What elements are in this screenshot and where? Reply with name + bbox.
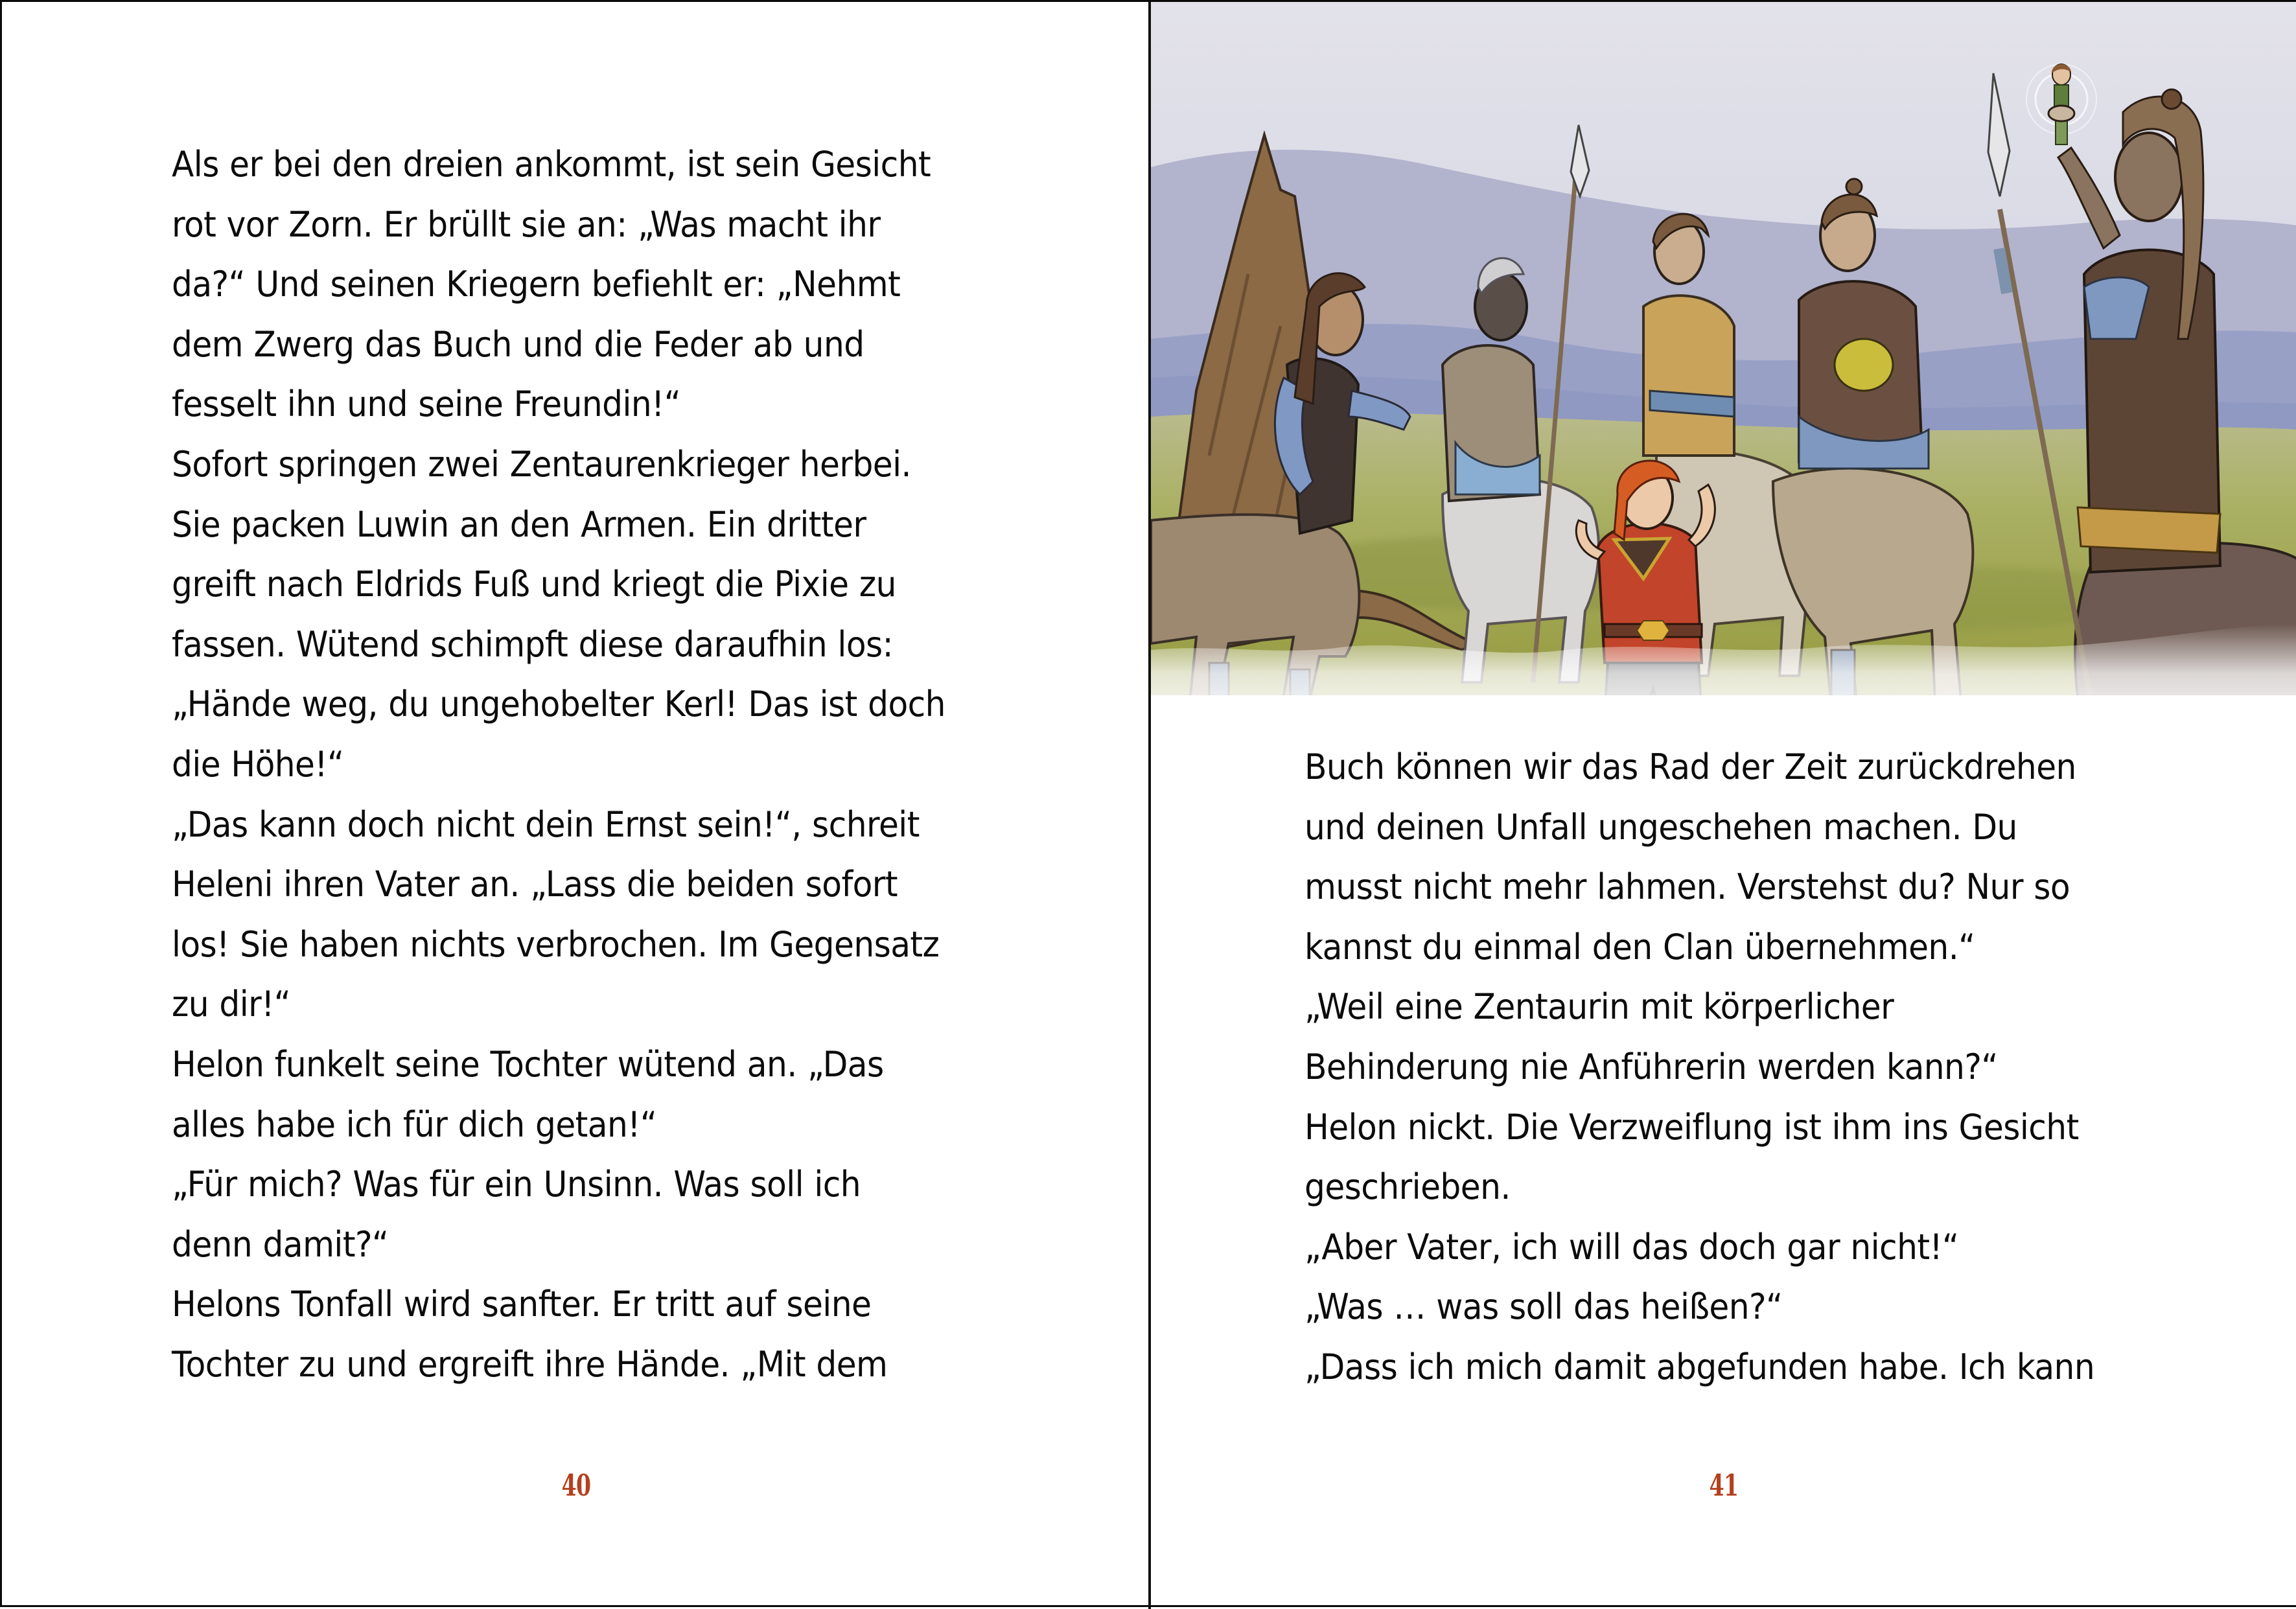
text-line: „Weil eine Zentaurin mit körperlicher — [1305, 986, 1894, 1028]
text-line: musst nicht mehr lahmen. Verstehst du? Nur so — [1305, 866, 2070, 908]
text-line: „Aber Vater, ich will das doch gar nicht!“ — [1305, 1226, 1959, 1268]
centaur-scene-illustration — [1151, 2, 2296, 734]
text-line: zu dir!“ — [172, 984, 291, 1025]
text-line: Helon funkelt seine Tochter wütend an. „Das — [172, 1043, 884, 1085]
left-page — [2, 2, 1148, 1607]
text-line: Sie packen Luwin an den Armen. Ein dritter — [172, 504, 866, 545]
text-line: Sofort springen zwei Zentaurenkrieger herbei. — [172, 443, 911, 485]
text-line: denn damit?“ — [172, 1223, 389, 1265]
text-line: Heleni ihren Vater an. „Lass die beiden sofort — [172, 864, 898, 905]
text-line: Helon nickt. Die Verzweiflung ist ihm ins Gesicht — [1305, 1106, 2079, 1148]
text-line: geschrieben. — [1305, 1166, 1511, 1208]
right-page-body-text — [1305, 737, 2094, 1398]
text-line: fesselt ihn und seine Freundin!“ — [172, 384, 681, 425]
text-line: dem Zwerg das Buch und die Feder ab und — [172, 323, 864, 365]
text-line: Buch können wir das Rad der Zeit zurückdrehen — [1305, 747, 2076, 787]
page-number-right: 41 — [1709, 1468, 1739, 1503]
text-line: rot vor Zorn. Er brüllt sie an: „Was macht ihr — [172, 203, 881, 245]
text-line: los! Sie haben nichts verbrochen. Im Gegensatz — [172, 923, 940, 965]
text-line: „Dass ich mich damit abgefunden habe. Ich kann — [1305, 1346, 2095, 1387]
text-line: kannst du einmal den Clan übernehmen.“ — [1305, 926, 1975, 967]
text-line: „Hände weg, du ungehobelter Kerl! Das ist doch — [172, 684, 945, 725]
text-line: „Das kann doch nicht dein Ernst sein!“, schreit — [172, 804, 920, 845]
text-line: Tochter zu und ergreift ihre Hände. „Mit dem — [172, 1343, 888, 1385]
text-line: Behinderung nie Anführerin werden kann?“ — [1305, 1046, 1998, 1087]
text-line: alles habe ich für dich getan!“ — [172, 1104, 657, 1145]
text-line: Helons Tonfall wird sanfter. Er tritt auf seine — [172, 1284, 872, 1325]
text-line: fassen. Wütend schimpft diese daraufhin los: — [172, 623, 893, 665]
text-line: „Was … was soll das heißen?“ — [1305, 1286, 1783, 1328]
text-line: Als er bei den dreien ankommt, ist sein Gesicht — [172, 144, 931, 185]
text-line: „Für mich? Was für ein Unsinn. Was soll ich — [172, 1164, 861, 1205]
text-line: da?“ Und seinen Kriegern befiehlt er: „Nehmt — [172, 264, 901, 305]
text-line: die Höhe!“ — [172, 743, 344, 785]
left-page-body-text — [172, 135, 945, 1395]
page-number-left: 40 — [561, 1468, 591, 1503]
text-line: greift nach Eldrids Fuß und kriegt die Pixie zu — [172, 564, 896, 605]
text-line: und deinen Unfall ungeschehen machen. Du — [1305, 806, 2017, 848]
